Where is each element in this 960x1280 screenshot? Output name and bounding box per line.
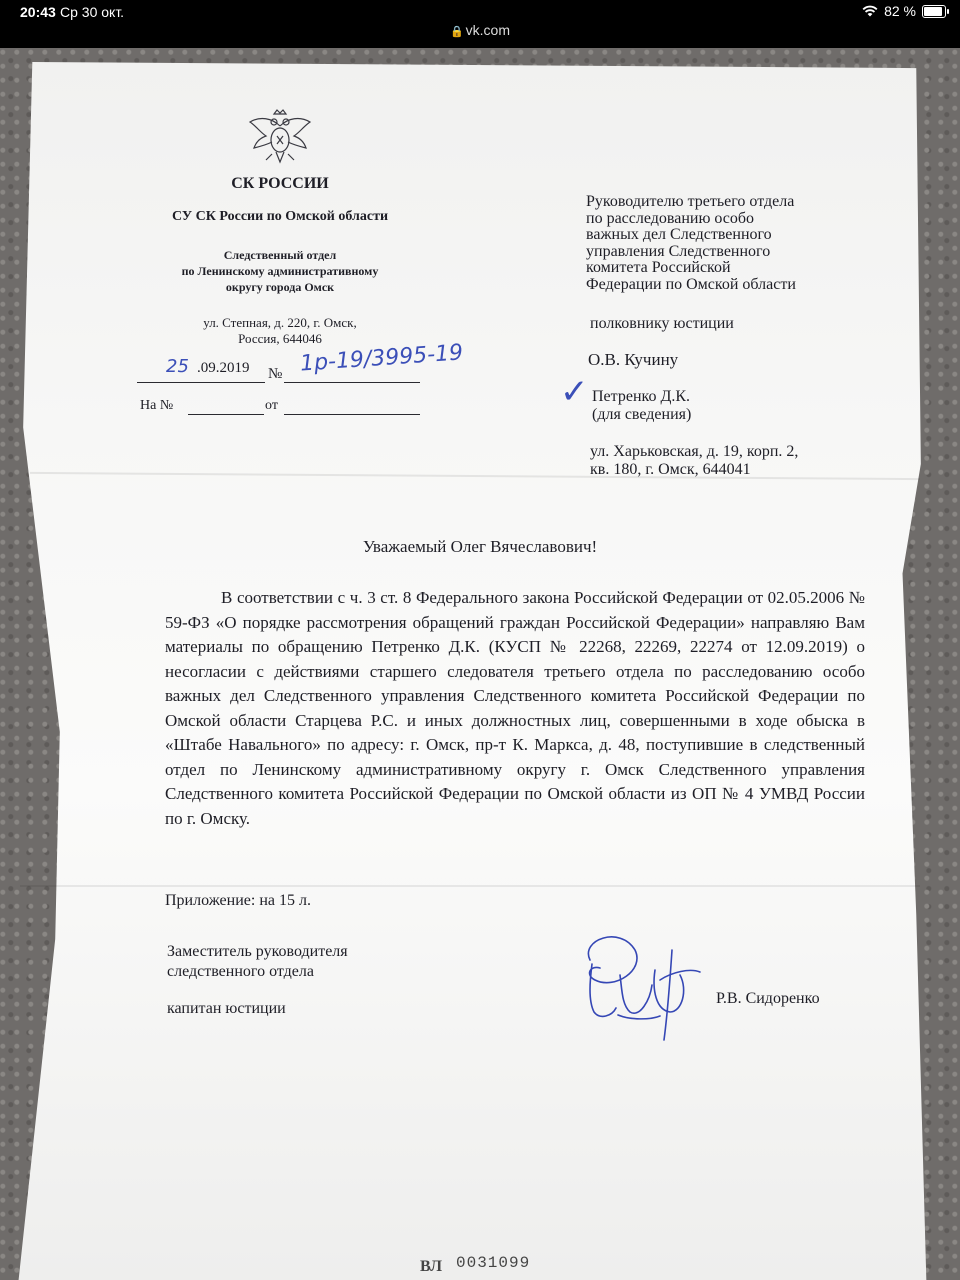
attachment-note: Приложение: на 15 л. xyxy=(165,892,311,909)
reg-date-printed: .09.2019 xyxy=(197,360,250,376)
coat-of-arms-icon xyxy=(246,108,314,164)
sender-address: ул. Степная, д. 220, г. Омск, Россия, 644046 xyxy=(203,315,357,346)
status-time: 20:43 xyxy=(20,4,56,20)
greeting: Уважаемый Олег Вячеславович! xyxy=(362,537,598,556)
status-date: Ср 30 окт. xyxy=(60,4,125,20)
cc-recipient: Петренко Д.К. (для сведения) xyxy=(592,388,692,423)
reg-no-line xyxy=(284,382,420,383)
department-name: Следственный отдел по Ленинскому административному округу города Омск xyxy=(181,248,379,294)
form-series: ВЛ xyxy=(420,1258,442,1275)
url-text: vk.com xyxy=(465,22,511,38)
battery-fill xyxy=(924,7,942,16)
form-number: 0031099 xyxy=(456,1254,531,1272)
reply-date-line xyxy=(284,414,420,415)
reply-from-label: от xyxy=(265,398,278,413)
recipient-name: О.В. Кучину xyxy=(588,350,679,369)
signer-rank: капитан юстиции xyxy=(167,1000,286,1017)
recipient-address: ул. Харьковская, д. 19, корп. 2, кв. 180, г. Омск, 644041 xyxy=(590,443,799,478)
recipient-rank: полковнику юстиции xyxy=(590,315,734,332)
status-right xyxy=(862,3,946,19)
wifi-icon xyxy=(862,5,878,17)
reply-no-line xyxy=(188,414,264,415)
lock-icon: 🔒 xyxy=(449,26,464,38)
recipient-title: Руководителю третьего отдела по расследованию особо важных дел Следственного управления Следственного комитета Российской Федерации по Омской области xyxy=(586,193,796,293)
reply-label: На № xyxy=(140,398,174,413)
reg-no-handwritten: 1р-19/3995-19 xyxy=(299,340,464,377)
org-name: СК РОССИИ xyxy=(231,175,329,192)
reg-date-line xyxy=(137,382,265,383)
reg-no-label: № xyxy=(268,366,283,382)
signer-position: Заместитель руководителя следственного отдела xyxy=(167,943,348,980)
address-bar[interactable] xyxy=(0,22,960,38)
division-name: СУ СК России по Омской области xyxy=(171,209,389,224)
reg-date-handwritten: 25 xyxy=(166,356,189,377)
body-paragraph: В соответствии с ч. 3 ст. 8 Федерального закона Российской Федерации от 02.05.2006 № 59-ФЗ «О порядке рассмотрения обращений граждан Российской Федерации» направляю Вам материалы по обращению Петренко Д.К. (КУСП № 22268, 22269, 22274 от 12.09.2019) о несогласии с действиями старшего следователя третьего отдела по расследованию особо важных дел Следственного управления Следственного комитета Российской Федерации по Омской области Старцева Р.С. и иных должностных лиц, совершенными в ходе обыска в «Штабе Навального» по адресу: г. Омск, пр-т К. Маркса, д. 48, поступившие в следственный отдел по Ленинскому административному округу г. Омск Следственного управления Следственного комитета Российской Федерации по Омской области из ОП № 4 УМВД России по г. Омску. xyxy=(165,588,865,828)
check-mark: ✓ xyxy=(560,372,589,412)
paper-fold xyxy=(20,885,920,887)
battery-percent: 82 % xyxy=(884,3,916,19)
signer-name: Р.В. Сидоренко xyxy=(716,990,820,1007)
handwritten-signature xyxy=(560,920,720,1045)
status-bar xyxy=(0,0,960,48)
battery-icon xyxy=(922,5,946,18)
